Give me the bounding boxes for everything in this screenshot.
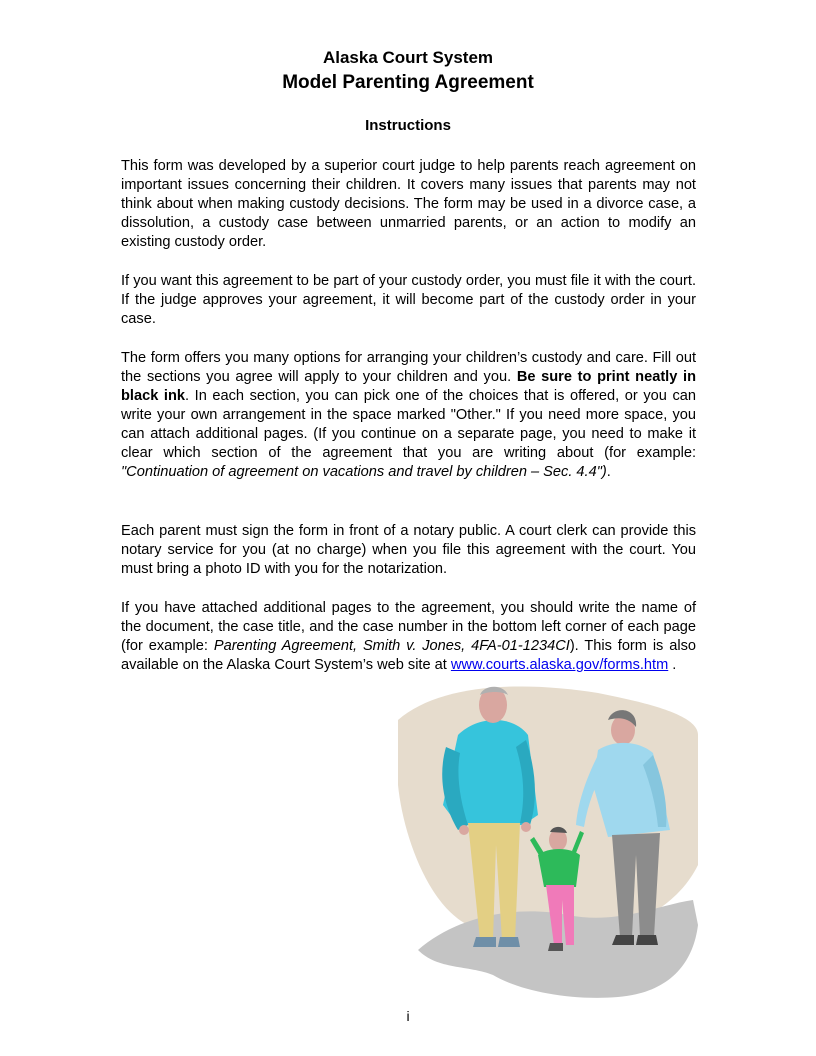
attachments-text-b: ). This form is also available on the Alaska Court System’s web site at	[121, 638, 696, 673]
page-number: i	[406, 1008, 410, 1024]
attachments-text-a: If you have attached additional pages to the agreement, you should write the name of the document, the case title, and the case number in the bottom left corner of each page (for example:	[121, 600, 696, 654]
paragraph-notary: Each parent must sign the form in front of a notary public. A court clerk can provide this notary service for you (at no charge) when you file this agreement with the court. You must bring a photo ID with you for the notarization.	[121, 523, 696, 577]
attachments-text-c: .	[668, 657, 677, 673]
document-title: Model Parenting Agreement	[282, 72, 534, 93]
options-text-c: .	[606, 464, 611, 480]
forms-website-link[interactable]: www.courts.alaska.gov/forms.htm	[450, 657, 669, 673]
options-bold-instruction: Be sure to print neatly in black ink	[121, 369, 696, 404]
options-text-a: The form offers you many options for arranging your children’s custody and care. Fill out the sections you agree will apply to your children and you.	[121, 350, 696, 385]
organization-title: Alaska Court System	[322, 48, 494, 67]
paragraph-attachments	[121, 599, 696, 675]
family-walking-illustration	[398, 675, 698, 1000]
paragraph-purpose: This form was developed by a superior court judge to help parents reach agreement on important issues concerning their children. It covers many issues that parents may not think about when making custody decisions. The form may be used in a divorce case, a dissolution, a custody case between unmarried parents, or an action to modify an existing custody order.	[121, 158, 696, 250]
paragraph-filing: If you want this agreement to be part of your custody order, you must file it with the court. If the judge approves your agreement, it will become part of the custody order in your case.	[121, 273, 696, 327]
options-text-b: . In each section, you can pick one of the choices that is offered, or you can write your own arrangement in the space marked "Other." If you need more space, you can attach additional pages. (If you continue on a separate page, you need to make it clear which section of the agreement that you are writing about (for example:	[121, 388, 696, 461]
section-heading: Instructions	[365, 117, 451, 134]
options-example: "Continuation of agreement on vacations and travel by children – Sec. 4.4")	[121, 464, 607, 480]
paragraph-options	[121, 349, 696, 482]
attachments-example: Parenting Agreement, Smith v. Jones, 4FA-01-1234CI	[213, 638, 570, 654]
